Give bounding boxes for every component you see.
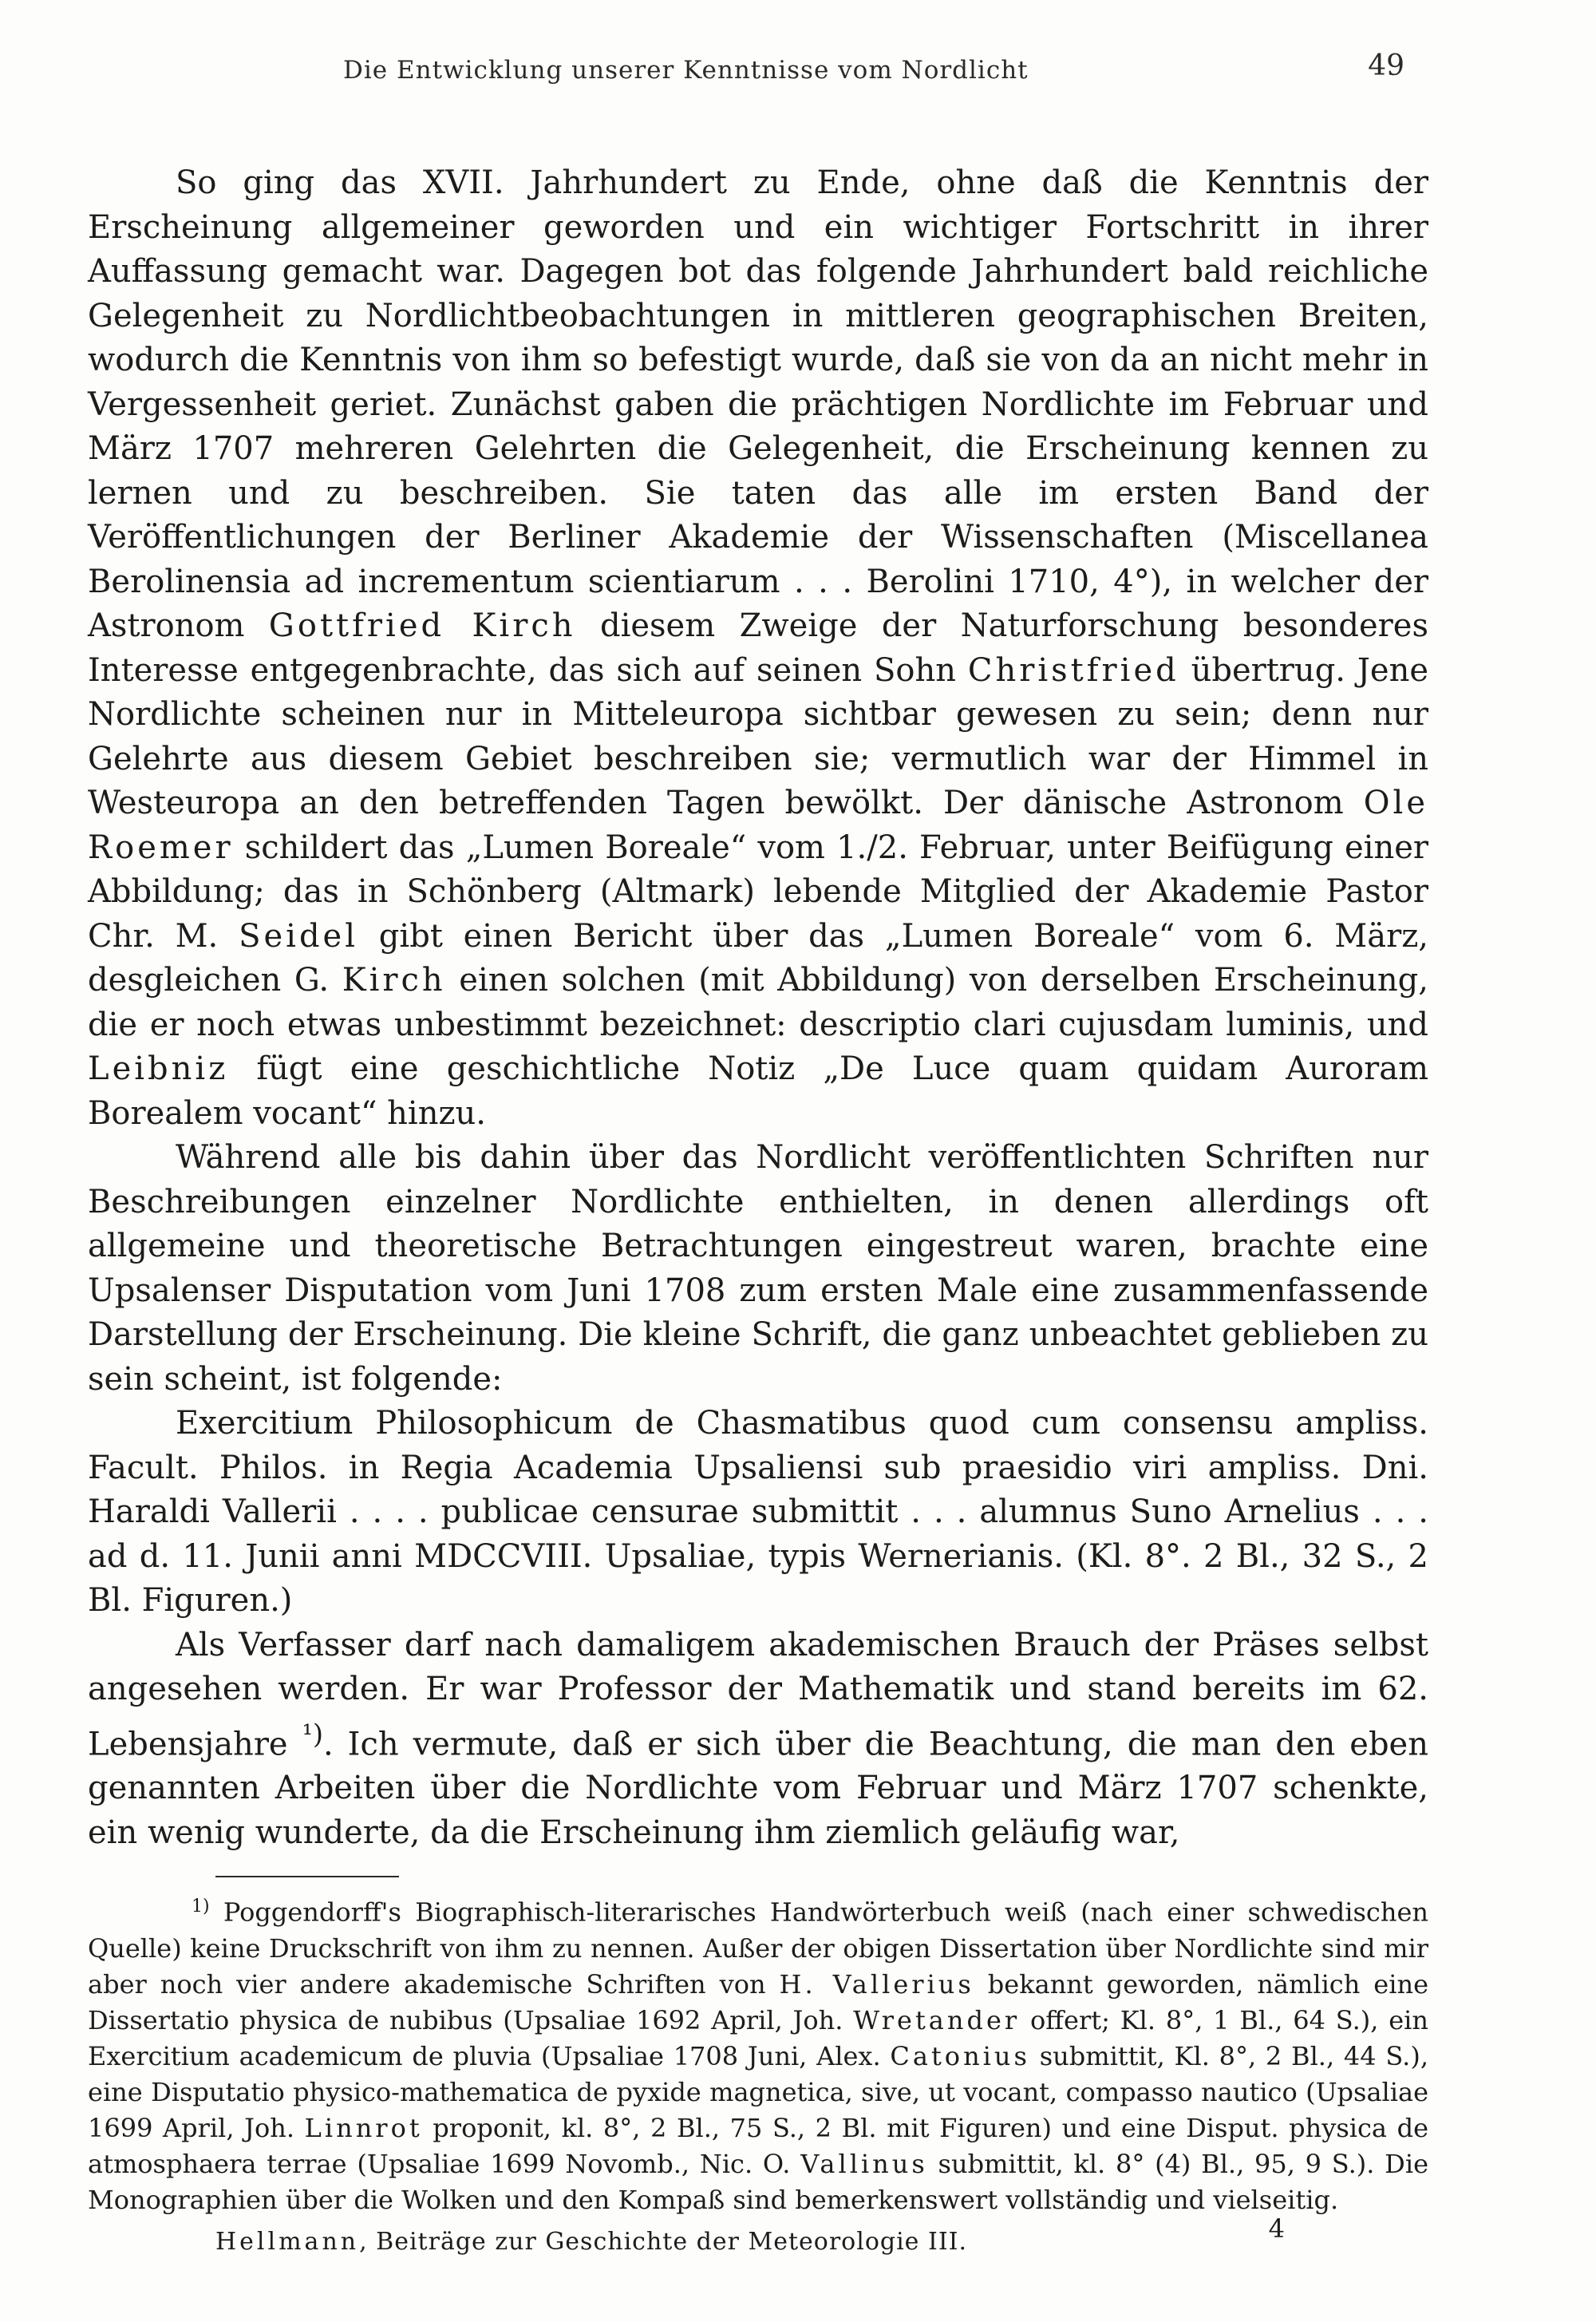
text-run: Poggendorff's Biographisch-literarisches Handwörterbuch weiß (nach einer schwedischen Quelle) keine Druckschrift von ihm zu nennen. Außer der obigen Dissertation über Nordlichte sind mir aber noch vier andere akademische Schriften von [88, 1897, 1428, 2000]
text-run: einen solchen (mit Abbildung) von derselben Erscheinung, die er noch etwas unbestimmt bezeichnet: descriptio clari cujusdam luminis, und [88, 962, 1429, 1043]
person-name: Christfried [967, 651, 1179, 689]
text-run: So ging das XVII. Jahrhundert zu Ende, ohne daß die Kenntnis der Erscheinung allgemeiner geworden und ein wichtiger Fortschritt in ihrer Auffassung gemacht war. Dagegen bot das folgende Jahrhundert bald reichliche Gelegenheit zu Nordlichtbeobachtungen in mittleren geographischen Breiten, wodurch die Kenntnis von ihm so befestigt wurde, daß sie von da an nicht mehr in Vergessenheit geriet. Zunächst gaben die prächtigen Nordlichte im Februar und März 1707 mehreren Gelehrten die Gelegenheit, die Erscheinung kennen zu lernen und zu beschreiben. Sie taten das alle im ersten Band der Veröffentlichungen der Berliner Akademie der Wissenschaften (Miscellanea Berolinensia ad incrementum scientiarum . . . Berolini 1710, 4°), in welcher der Astronom [88, 164, 1428, 644]
printer-signature [215, 2228, 967, 2256]
person-name: Leibniz [88, 1050, 229, 1087]
text-run: übertrug. Jene Nordlichte scheinen nur in Mitteleuropa sichtbar gewesen zu sein; denn nur Gelehrte aus diesem Gebiet beschreiben sie; vermutlich war der Himmel in Westeuropa an den betreffenden Tagen bewölkt. Der dänische Astronom [88, 651, 1428, 821]
text-run: . Ich vermute, daß er sich über die Beachtung, die man den eben genannten Arbeiten über die Nordlichte vom Februar und März 1707 schenkte, ein wenig wunderte, da die Erscheinung ihm ziemlich geläufig war, [88, 1725, 1428, 1851]
paragraph-4 [88, 1624, 1428, 1856]
page-header [88, 49, 1428, 112]
citation-paragraph: Exercitium Philosophicum de Chasmatibus quod cum consensu ampliss. Facult. Philos. in Regia Academia Upsaliensi sub praesidio viri ampliss. Dni. Haraldi Vallerii . . . . publicae censurae submittit . . . alumnus Suno Arnelius . . . ad d. 11. Junii anni MDCCVIII. Upsaliae, typis Wernerianis. (Kl. 8°. 2 Bl., 32 S., 2 Bl. Figuren.) [88, 1405, 1428, 1619]
footnote-rule [215, 1876, 399, 1877]
running-title: Die Entwicklung unserer Kenntnisse vom Nordlicht [343, 56, 1029, 85]
text-run: bekannt geworden, nämlich eine Dissertatio physica de nubibus (Upsaliae 1692 April, Joh. [88, 1968, 1429, 2035]
text-run: fügt eine geschichtliche Notiz „De Luce quam quidam Auroram Borealem vocant“ hinzu. [88, 1050, 1428, 1132]
person-name: Gottfried Kirch [268, 607, 576, 644]
text-run: proponit, kl. 8°, 2 Bl., 75 S., 2 Bl. mit Figuren) und eine Disput. physica de atmosphaera terrae (Upsaliae 1699 Novomb., Nic. O. [88, 2112, 1429, 2179]
person-name: Linnrot [304, 2112, 423, 2143]
text-run: Als Verfasser darf nach damaligem akademischen Brauch der Präses selbst angesehen werden. Er war Professor der Mathematik und stand bereits im 62. Lebensjahre [88, 1626, 1428, 1762]
person-name: Vallinus [800, 2148, 928, 2179]
text-run: submittit, Kl. 8°, 2 Bl., 44 S.), eine Disputatio physico-mathematica de pyxide magnetica, sive, ut vocant, compasso nautico (Upsaliae 1699 April, Joh. [88, 2040, 1428, 2143]
text-run: submittit, kl. 8° (4) Bl., 95, 9 S.). Die Monographien über die Wolken und den Kompaß sind bemerkenswert vollständig und vielseitig. [88, 2148, 1429, 2215]
person-name: Ole Roemer [88, 785, 1428, 866]
paragraph-2: Während alle bis dahin über das Nordlicht veröffentlichten Schriften nur Beschreibungen einzelner Nordlichte enthielten, in denen allerdings oft allgemeine und theoretische Betrachtungen eingestreut waren, brachte eine Upsalenser Disputation vom Juni 1708 zum ersten Male eine zusammenfassende Darstellung der Erscheinung. Die kleine Schrift, die ganz unbeachtet geblieben zu sein scheint, ist folgende: [88, 1139, 1428, 1398]
footnote-ref: ¹) [302, 1718, 323, 1750]
signature-title: , Beiträge zur Geschichte der Meteorologie III. [359, 2227, 968, 2256]
person-name: Wretander [853, 2004, 1021, 2035]
text-run: gibt einen Bericht über das „Lumen Boreale“ vom 6. März, desgleichen G. [88, 917, 1428, 999]
footnote [88, 1889, 1428, 2218]
person-name: Kirch [342, 962, 446, 999]
signature-mark: 4 [1268, 2213, 1285, 2244]
paragraph-1 [88, 161, 1428, 1136]
text-run: schildert das „Lumen Boreale“ vom 1./2. Februar, unter Beifügung einer Abbildung; das in Schönberg (Altmark) lebende Mitglied der Akademie Pastor Chr. M. [88, 829, 1428, 955]
footnote-marker: 1) [192, 1897, 210, 1917]
signature-author: Hellmann [215, 2227, 360, 2256]
text-run: diesem Zweige der Naturforschung besonderes Interesse entgegenbrachte, das sich auf seinen Sohn [88, 607, 1429, 689]
person-name: H. Vallerius [779, 1968, 974, 2000]
page-number: 49 [1368, 49, 1404, 82]
text-run: offert; Kl. 8°, 1 Bl., 64 S.), ein Exercitium academicum de pluvia (Upsaliae 1708 Juni, Alex. [88, 2004, 1428, 2071]
page-footer [88, 2213, 1428, 2271]
person-name: Catonius [890, 2040, 1030, 2071]
body-text [88, 161, 1428, 1855]
person-name: Seidel [239, 917, 359, 955]
